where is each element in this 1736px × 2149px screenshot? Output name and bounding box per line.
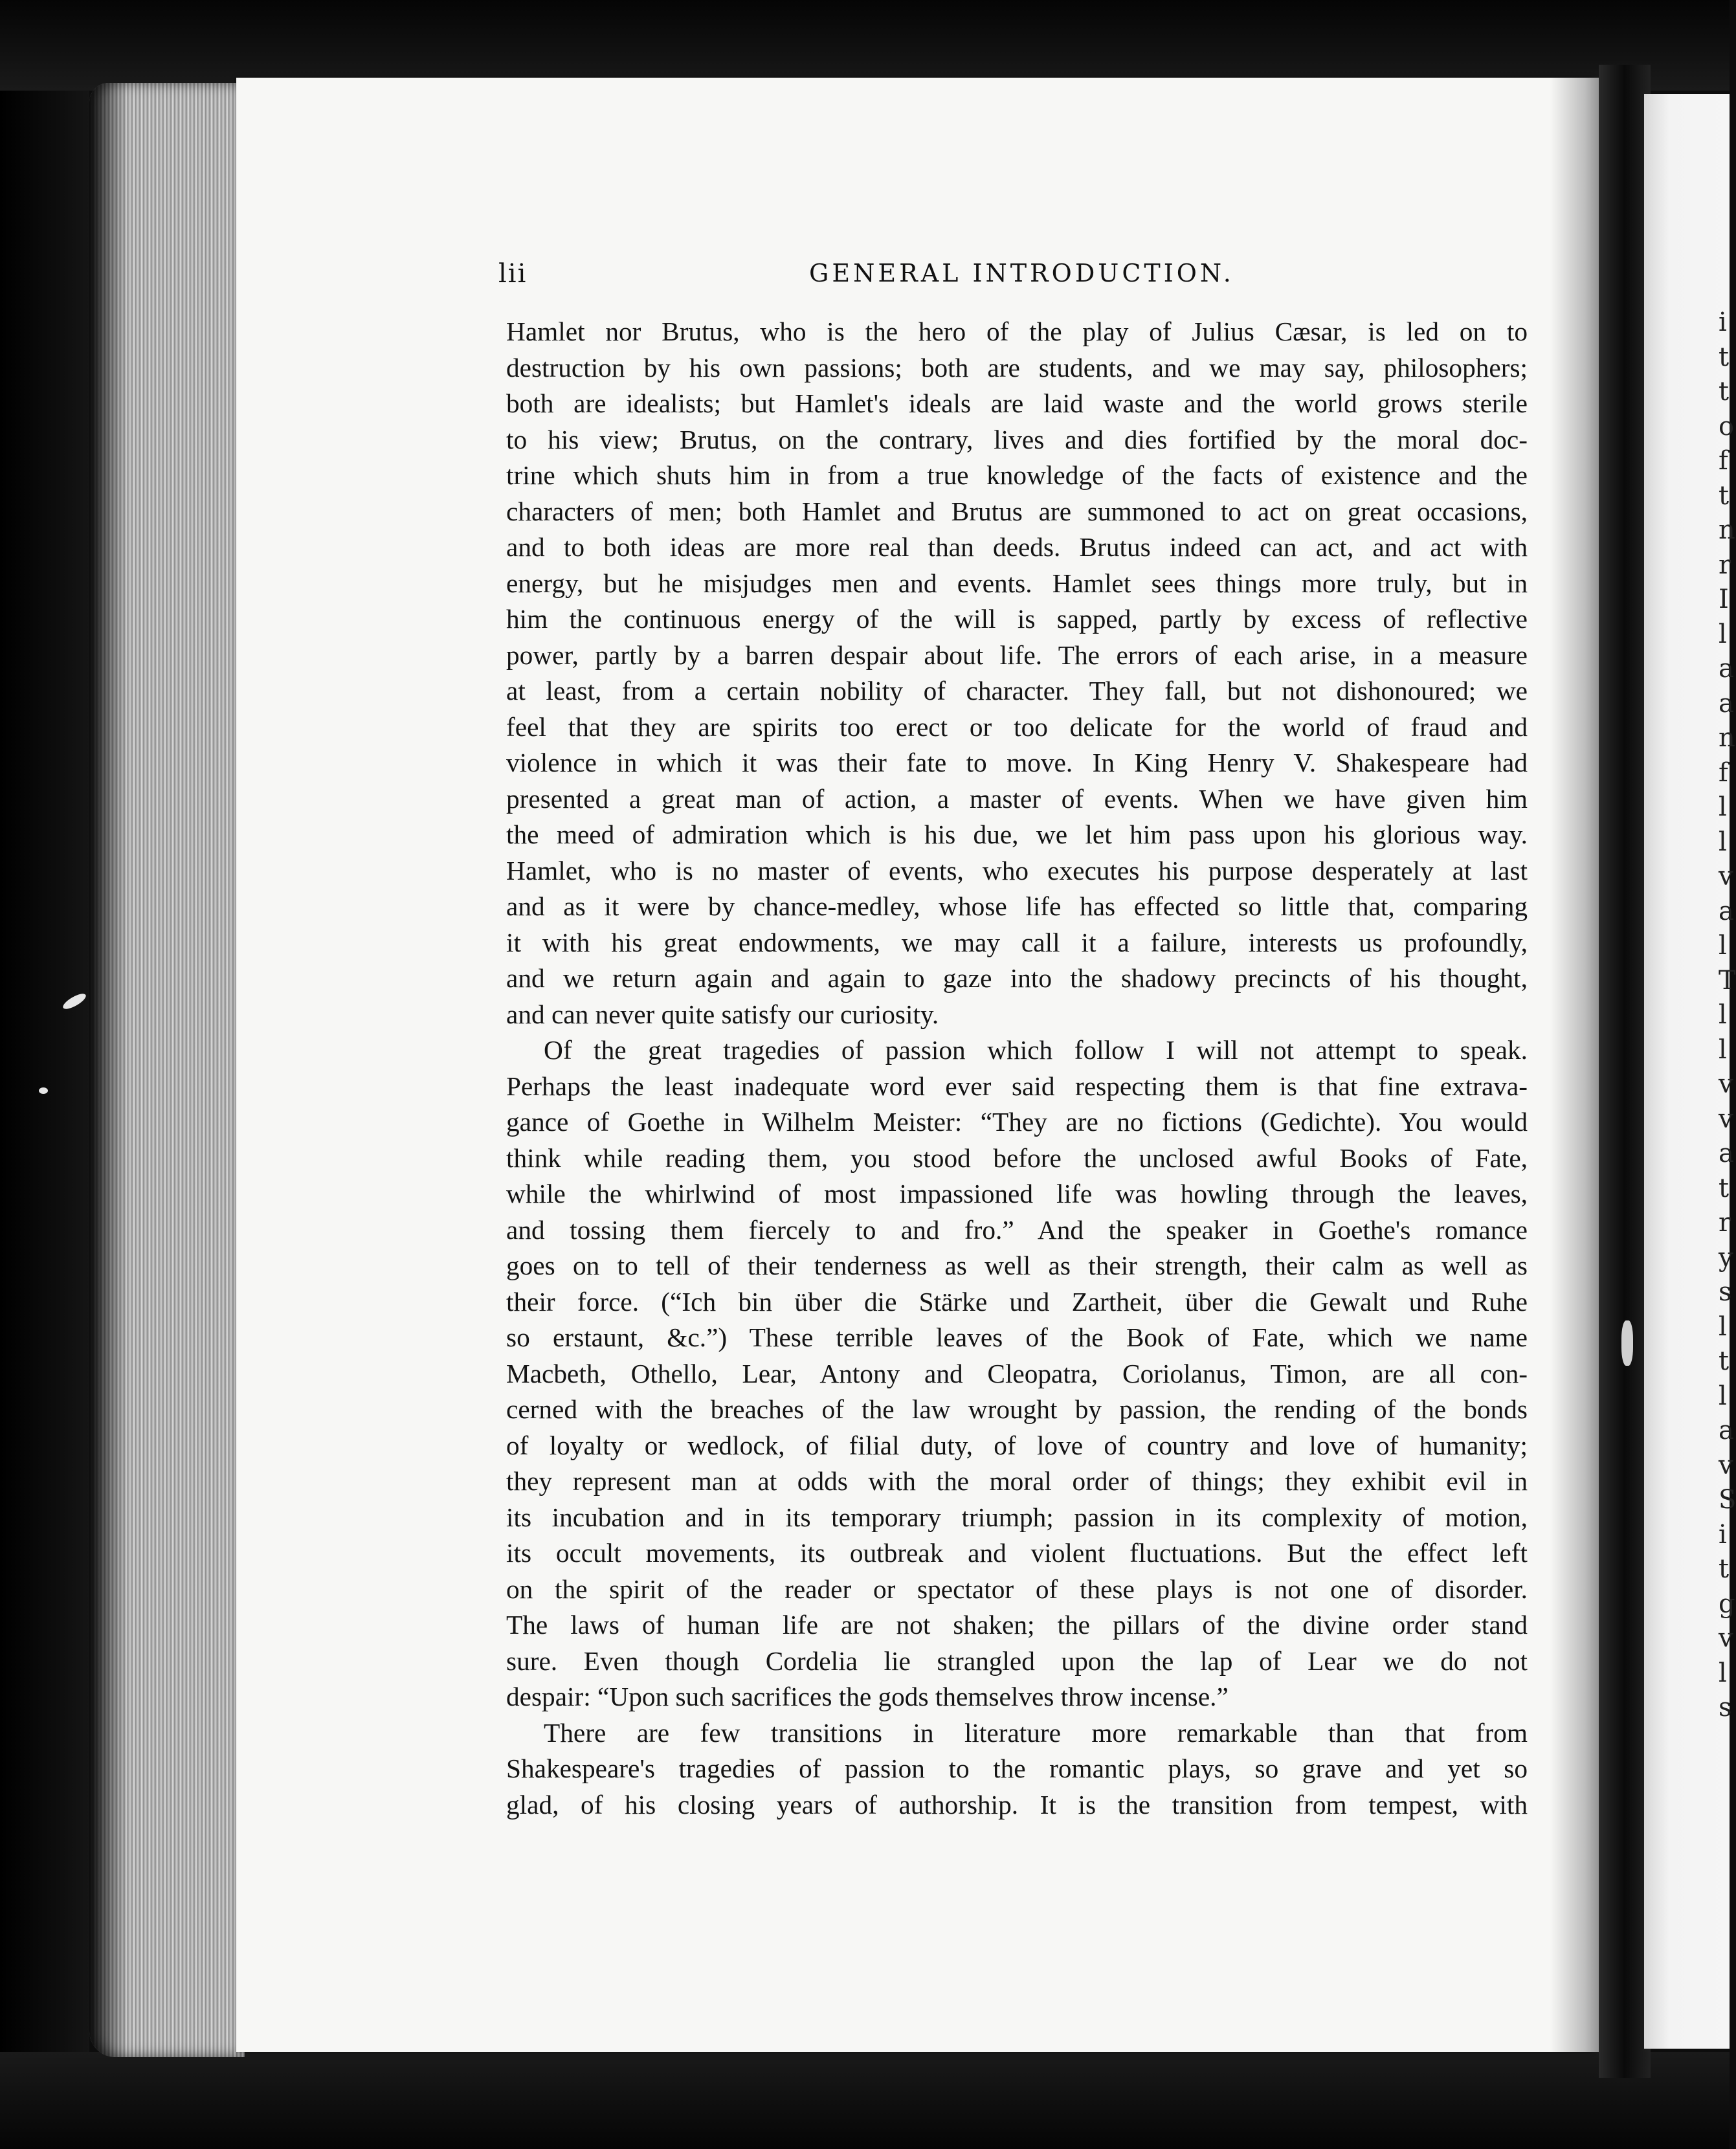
text-line: trine which shuts him in from a true knowledge of the facts of existence and the: [506, 460, 1528, 490]
facing-page-char: r: [1719, 550, 1731, 580]
facing-page-char: f: [1719, 757, 1728, 788]
text-line: gance of Goethe in Wilhelm Meister: “They are no fictions (Gedichte). You would: [506, 1107, 1528, 1137]
text-line: Shakespeare's tragedies of passion to the romantic plays, so grave and yet so: [506, 1754, 1528, 1783]
facing-page-char: t: [1719, 342, 1730, 372]
scan-speck: [1621, 1320, 1633, 1366]
text-line: they represent man at odds with the moral order of things; they exhibit evil in: [506, 1466, 1528, 1496]
facing-page-char: t: [1719, 480, 1730, 511]
text-line: and we return again and again to gaze into the shadowy precincts of his thought,: [506, 963, 1528, 993]
text-line: him the continuous energy of the will is sapped, partly by excess of reflective: [506, 604, 1528, 634]
text-line: so erstaunt, &c.”) These terrible leaves of the Book of Fate, which we name: [506, 1322, 1528, 1352]
facing-page-char: a: [1719, 896, 1734, 926]
text-line: Hamlet, who is no master of events, who executes his purpose desperately at last: [506, 855, 1528, 885]
text-line: There are few transitions in literature more remarkable than that from: [544, 1717, 1528, 1748]
text-line: sure. Even though Cordelia lie strangled upon the lap of Lear we do not: [506, 1645, 1528, 1676]
text-line: and tossing them fiercely to and fro.” And the speaker in Goethe's romance: [506, 1214, 1528, 1245]
facing-page-char: l: [1719, 1000, 1727, 1030]
facing-page-char: s: [1719, 1693, 1732, 1722]
facing-page-char: l: [1719, 1034, 1727, 1065]
facing-page-char: f: [1719, 446, 1728, 476]
text-line: and to both ideas are more real than deeds. Brutus indeed can act, and act with: [506, 532, 1528, 562]
page-number: lii: [498, 259, 528, 289]
text-line: Macbeth, Othello, Lear, Antony and Cleopatra, Coriolanus, Timon, are all con-: [506, 1358, 1528, 1388]
text-line: and as it were by chance-medley, whose life has effected so little that, comparing: [506, 891, 1528, 921]
running-head: [498, 259, 1528, 298]
facing-page-char: a: [1719, 1139, 1734, 1168]
text-line: goes on to tell of their tenderness as well as their strength, their calm as well as: [506, 1251, 1528, 1280]
facing-page-char: l: [1719, 619, 1727, 649]
facing-page-char: y: [1719, 1242, 1733, 1273]
book-spine-gap: [1599, 65, 1651, 2078]
text-line: at least, from a certain nobility of character. They fall, but not dishonoured; we: [506, 676, 1528, 706]
facing-page-sliver: [1644, 94, 1730, 2049]
body-text: [506, 314, 1528, 1823]
text-line: its incubation and in its temporary triumph; passion in its complexity of motion,: [506, 1502, 1528, 1532]
facing-page-char: s: [1719, 1277, 1732, 1307]
facing-page-char: l: [1719, 1311, 1727, 1342]
text-line: of loyalty or wedlock, of filial duty, of love of country and love of humanity;: [506, 1430, 1528, 1460]
text-line: violence in which it was their fate to move. In King Henry V. Shakespeare had: [506, 748, 1528, 777]
paragraph: [506, 314, 1528, 1032]
text-line: the meed of admiration which is his due, we let him pass upon his glorious way.: [506, 819, 1528, 849]
scan-speck: [39, 1087, 48, 1094]
facing-page-char: v: [1719, 1450, 1733, 1480]
facing-page-char: T: [1719, 965, 1736, 996]
facing-page-char: a: [1719, 1416, 1734, 1445]
facing-page-char: t: [1719, 1346, 1730, 1376]
text-line: The laws of human life are not shaken; the pillars of the divine order stand: [506, 1610, 1528, 1640]
facing-page-char: v: [1719, 1104, 1733, 1134]
facing-page-char: n: [1719, 723, 1735, 753]
facing-page-char: l: [1719, 792, 1727, 822]
facing-page-char: o: [1719, 411, 1735, 441]
facing-page-char: a: [1719, 688, 1734, 718]
facing-page-char: S: [1719, 1485, 1736, 1515]
text-line: and can never quite satisfy our curiosity.: [506, 999, 939, 1029]
facing-page-char: g: [1719, 1588, 1735, 1619]
text-line: Of the great tragedies of passion which follow I will not attempt to speak.: [544, 1035, 1528, 1065]
text-line: glad, of his closing years of authorship. It is the transition from tempest, with: [506, 1789, 1528, 1820]
text-line: feel that they are spirits too erect or too delicate for the world of fraud and: [506, 711, 1528, 742]
facing-page-char: v: [1719, 1623, 1733, 1653]
facing-page-char: l: [1719, 1658, 1727, 1688]
facing-page-char: r: [1719, 1208, 1731, 1238]
text-line: energy, but he misjudges men and events. Hamlet sees things more truly, but in: [506, 568, 1528, 598]
facing-page-char: l: [1719, 931, 1727, 961]
facing-page-char: t: [1719, 1554, 1730, 1584]
facing-page-char: l: [1719, 1381, 1727, 1411]
facing-page-char: I: [1719, 585, 1729, 614]
text-line: Perhaps the least inadequate word ever said respecting them is that fine extrava-: [506, 1071, 1528, 1101]
text-line: its occult movements, its outbreak and violent fluctuations. But the effect left: [506, 1538, 1528, 1568]
paragraph: [506, 1715, 1528, 1823]
paragraph: [506, 1032, 1528, 1715]
facing-page-char: n: [1719, 515, 1735, 545]
facing-page-char: i: [1719, 1519, 1727, 1550]
text-line: to his view; Brutus, on the contrary, lives and dies fortified by the moral doc-: [506, 424, 1528, 454]
text-line: both are idealists; but Hamlet's ideals are laid waste and the world grows sterile: [506, 388, 1528, 418]
scan-background-top: [0, 0, 1730, 91]
text-line: on the spirit of the reader or spectator of these plays is not one of disorder.: [506, 1574, 1528, 1604]
text-line: cerned with the breaches of the law wrought by passion, the rending of the bonds: [506, 1394, 1528, 1424]
facing-page-char: a: [1719, 654, 1734, 684]
text-line: think while reading them, you stood before the unclosed awful Books of Fate,: [506, 1142, 1528, 1173]
text-line: characters of men; both Hamlet and Brutus are summoned to act on great occasions,: [506, 496, 1528, 526]
scan-background-left: [0, 0, 89, 2149]
facing-page-char: v: [1719, 1069, 1733, 1099]
text-line: Hamlet nor Brutus, who is the hero of the play of Julius Cæsar, is led on to: [506, 317, 1528, 346]
page-edge-shadow: [89, 83, 128, 2057]
facing-page-char: l: [1719, 827, 1727, 857]
text-line: their force. (“Ich bin über die Stärke und Zartheit, über die Gewalt und Ruhe: [506, 1286, 1528, 1317]
text-line: power, partly by a barren despair about life. The errors of each arise, in a measure: [506, 640, 1528, 670]
scan-background-bottom: [0, 2052, 1730, 2149]
facing-page-char: v: [1719, 862, 1733, 891]
text-line: it with his great endowments, we may call it a failure, interests us profoundly,: [506, 927, 1528, 957]
facing-page-char: t: [1719, 1173, 1730, 1203]
facing-page-char: t: [1719, 377, 1730, 406]
text-line: destruction by his own passions; both are students, and we may say, philosophers;: [506, 352, 1528, 383]
facing-page-char: i: [1719, 307, 1727, 337]
text-line: despair: “Upon such sacrifices the gods themselves throw incense.”: [506, 1682, 1229, 1711]
running-head-title: GENERAL INTRODUCTION.: [809, 259, 1234, 287]
text-line: presented a great man of action, a master of events. When we have given him: [506, 783, 1528, 814]
text-line: while the whirlwind of most impassioned life was howling through the leaves,: [506, 1179, 1528, 1208]
